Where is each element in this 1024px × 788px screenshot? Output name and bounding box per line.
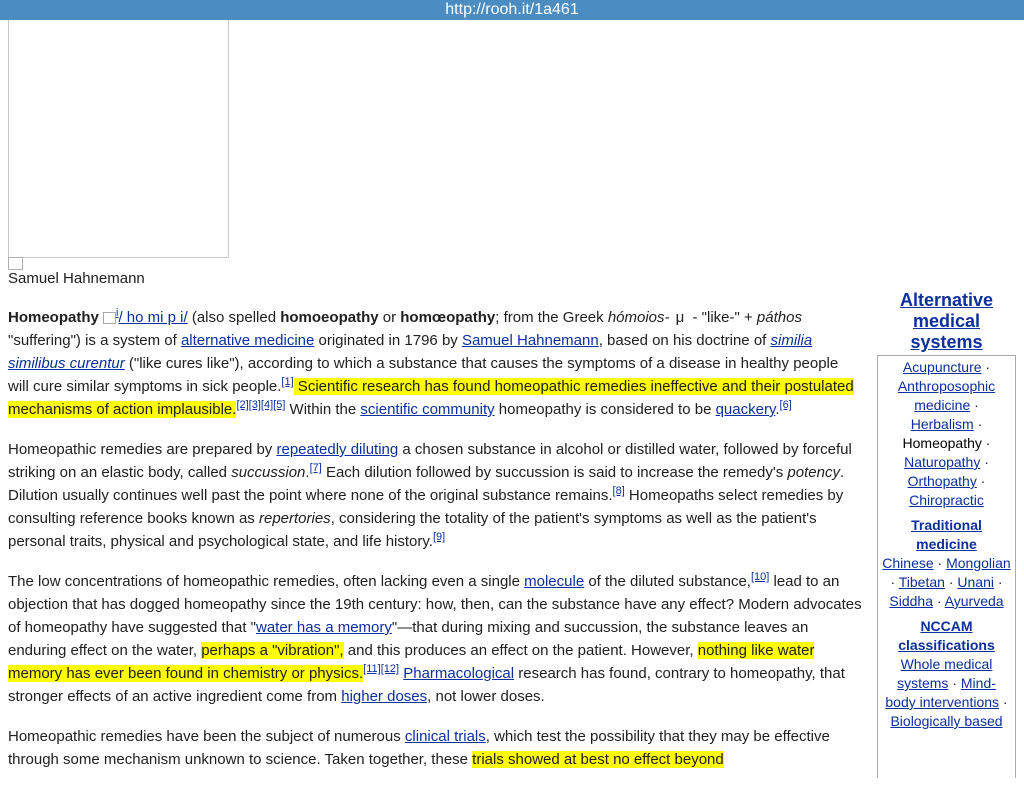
ref-12[interactable]: [12]	[380, 663, 400, 675]
navbox-title	[877, 290, 1016, 355]
navbox-group-traditional	[882, 554, 1011, 611]
navbox-separator: ·	[970, 397, 979, 413]
link-molecule[interactable]: molecule	[524, 573, 585, 590]
navbox-separator: ·	[890, 574, 899, 590]
url-bar[interactable]	[0, 0, 1024, 20]
paragraph-preparation: Homeopathic remedies are prepared by repeatedly diluting a chosen substance in alcohol or distilled water, followed by forceful striking on an elastic body, called succussion.[7] Each dilution followed by succussion is said to increase the remedy's potency. Dilution usually continues well past the point where none of the original substance remains.[8] Homeopaths select remedies by consulting reference books known as repertories, considering the totality of the patient's symptoms as well as the patient's personal traits, physical and psychological state, and life history.[9]	[8, 441, 852, 550]
navbox-heading-nccam	[882, 617, 1011, 655]
navbox-alternative-medical-systems	[877, 290, 1016, 778]
navbox-title-link[interactable]: Alternative medical systems	[899, 290, 994, 352]
paragraph-intro: Homeopathy $^i$/ ho mi p i/ (also spelled homoeopathy or homœopathy; from the Greek hómoios- μ - "like-" + páthos "suffering") is a system of alternative medicine originated in 1796 by Samuel Hahnemann, based on his doctrine of similia similibus curentur ("like cures like"), according to which a substance that causes the symptoms of a disease in healthy people will cure similar symptoms in sick people.[1] Scientific research has found homeopathic remedies ineffective and their postulated mechanisms of action implausible.[2][3][4][5] Within the scientific community homeopathy is considered to be quackery.[6]	[8, 307, 854, 418]
link-repeatedly-diluting[interactable]: repeatedly diluting	[276, 441, 399, 458]
link-quackery[interactable]: quackery	[715, 401, 776, 418]
navbox-item-chinese[interactable]: Chinese	[882, 555, 934, 571]
navbox-item-anthroposophic-medicine[interactable]: Anthroposophic medicine	[897, 378, 996, 413]
portrait-image	[8, 0, 229, 258]
navbox-separator: ·	[933, 555, 947, 571]
navbox-group-nccam	[882, 655, 1011, 731]
url-text[interactable]: http://rooh.it/1a461	[445, 1, 579, 18]
navbox-item-mind-body-interventions[interactable]: Mind-body interventions	[885, 675, 1000, 710]
navbox-item-tibetan[interactable]: Tibetan	[898, 574, 945, 590]
ref-8[interactable]: [8]	[612, 485, 625, 497]
navbox-item-orthopathy[interactable]: Orthopathy	[907, 473, 977, 489]
navbox-item-siddha[interactable]: Siddha	[889, 593, 933, 609]
navbox-item-homeopathy: Homeopathy	[902, 435, 982, 451]
ipa-pronunciation[interactable]: / ho mi p i/	[118, 309, 188, 326]
info-icon[interactable]: i	[116, 307, 119, 319]
navbox-item-herbalism[interactable]: Herbalism	[910, 416, 974, 432]
navbox-group-systems	[882, 358, 1011, 510]
link-traditional-medicine[interactable]: Traditional medicine	[911, 517, 982, 552]
ref-2[interactable]: [2]	[236, 399, 249, 411]
navbox-separator: ·	[981, 359, 991, 375]
ref-1[interactable]: [1]	[281, 376, 294, 388]
term-repertories: repertories	[258, 510, 331, 527]
term-potency: potency	[787, 464, 840, 481]
navbox-separator: ·	[993, 574, 1003, 590]
article-body	[8, 306, 863, 788]
navbox-item-biologically-based[interactable]: Biologically based	[890, 713, 1003, 729]
link-pharmacological[interactable]: Pharmacological	[403, 665, 515, 682]
image-caption: Samuel Hahnemann	[8, 270, 145, 287]
navbox-item-chiropractic[interactable]: Chiropractic	[909, 492, 984, 508]
highlight-research: Scientific research has found homeopathic remedies ineffective and their postulated mechanisms of action implausible.	[8, 378, 854, 418]
link-nccam-classifications[interactable]: NCCAM classifications	[898, 618, 995, 653]
paragraph-concentrations: The low concentrations of homeopathic remedies, often lacking even a single molecule of the diluted substance,[10] lead to an objection that has dogged homeopathy since the 19th century: how, then, can the substance have any effect? Modern advocates of homeopathy have suggested that "water has a memory"—that during mixing and succussion, the substance leaves an enduring effect on the water, perhaps a "vibration", and this produces an effect on the patient. However, nothing like water memory has ever been found in chemistry or physics.[11][12] Pharmacological research has found, contrary to homeopathy, that stronger effects of an active ingredient come from higher doses, not lower doses.	[8, 571, 862, 705]
navbox-item-mongolian[interactable]: Mongolian	[946, 555, 1011, 571]
link-similia[interactable]: similia similibus curentur	[8, 332, 813, 372]
navbox-item-acupuncture[interactable]: Acupuncture	[902, 359, 982, 375]
link-samuel-hahnemann[interactable]: Samuel Hahnemann	[461, 332, 599, 349]
term-homeopathy: Homeopathy	[8, 309, 99, 326]
link-higher-doses[interactable]: higher doses	[341, 688, 428, 705]
ref-4[interactable]: [4]	[260, 399, 274, 411]
highlight-trials: trials showed at best no effect beyond	[472, 751, 724, 768]
navbox-separator: ·	[948, 675, 961, 691]
term-homoeopathy: homoeopathy	[280, 309, 379, 326]
ref-5[interactable]: [5]	[273, 399, 286, 411]
navbox-item-unani[interactable]: Unani	[957, 574, 994, 590]
term-succussion: succussion	[231, 464, 306, 481]
ref-7[interactable]: [7]	[309, 462, 322, 474]
link-clinical-trials[interactable]: clinical trials	[404, 728, 486, 745]
navbox-item-naturopathy[interactable]: Naturopathy	[904, 454, 981, 470]
navbox-separator: ·	[976, 473, 986, 489]
ref-9[interactable]: [9]	[432, 531, 446, 543]
highlight-vibration: perhaps a "vibration",	[201, 642, 344, 659]
navbox-item-whole-medical-systems[interactable]: Whole medical systems	[897, 656, 993, 691]
navbox-separator: ·	[999, 694, 1008, 710]
link-water-memory[interactable]: water has a memory	[256, 619, 392, 636]
enlarge-icon[interactable]	[8, 257, 23, 270]
navbox-separator: ·	[944, 574, 958, 590]
audio-icon[interactable]	[103, 312, 116, 324]
navbox-separator: ·	[933, 593, 945, 609]
ref-6[interactable]: [6]	[779, 399, 792, 411]
navbox-list	[877, 355, 1016, 778]
ref-10[interactable]: [10]	[750, 571, 770, 583]
paragraph-trials: Homeopathic remedies have been the subject of numerous clinical trials, which test the possibility that they may be effective through some mechanism unknown to science. Taken together, these trials showed at best no effect beyond	[8, 728, 830, 768]
greek-homoios: hómoios-	[607, 309, 670, 326]
link-alternative-medicine[interactable]: alternative medicine	[180, 332, 315, 349]
navbox-separator: ·	[981, 435, 991, 451]
navbox-separator: ·	[973, 416, 983, 432]
navbox-separator: ·	[980, 454, 989, 470]
link-scientific-community[interactable]: scientific community	[360, 401, 495, 418]
navbox-heading-traditional	[882, 516, 1011, 554]
navbox-item-ayurveda[interactable]: Ayurveda	[944, 593, 1004, 609]
greek-pathos: páthos	[756, 309, 802, 326]
ref-11[interactable]: [11]	[363, 663, 381, 675]
ref-3[interactable]: [3]	[248, 399, 261, 411]
term-homoeopathy-ligature: homœopathy	[400, 309, 496, 326]
highlight-water-memory: nothing like water memory has ever been found in chemistry or physics.	[8, 642, 815, 682]
